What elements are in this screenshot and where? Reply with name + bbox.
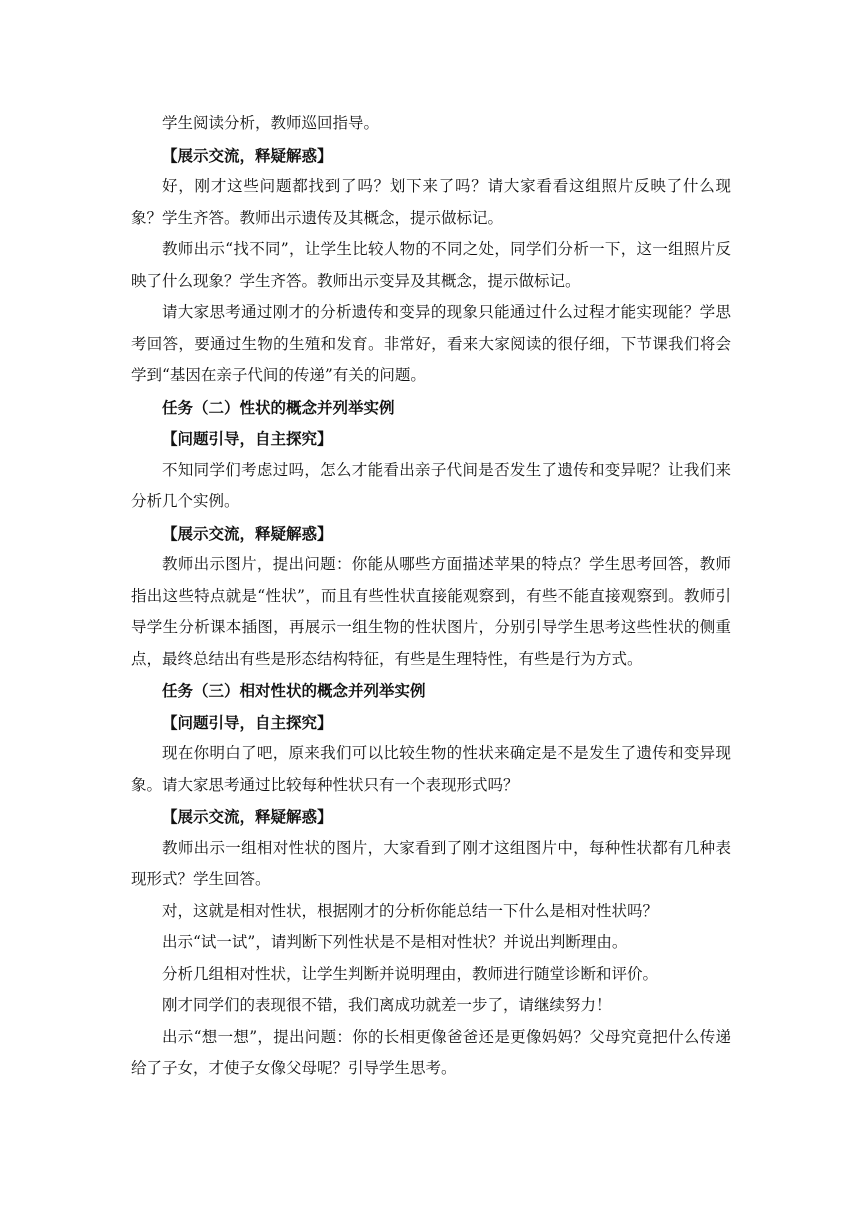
section-heading: 【展示交流，释疑解惑】 bbox=[162, 523, 333, 543]
paragraph: 请大家思考通过刚才的分析遗传和变异的现象只能通过什么过程才能实现能？学思考回答，要通过生物的生殖和发育。非常好，看来大家阅读的很仔细，下节课我们将会学到“基因在亲子代间的传递”有关的问题。 bbox=[131, 303, 731, 384]
paragraph: 学生阅读分析，教师巡回指导。 bbox=[162, 114, 380, 132]
task-heading: 任务（三）相对性状的概念并列举实例 bbox=[162, 681, 426, 700]
paragraph: 不知同学们考虑过吗，怎么才能看出亲子代间是否发生了遗传和变异呢？让我们来分析几个实例。 bbox=[131, 460, 731, 510]
paragraph: 教师出示一组相对性状的图片，大家看到了刚才这组图片中，每种性状都有几种表现形式？学生回答。 bbox=[131, 838, 731, 888]
document-body bbox=[131, 108, 731, 1085]
paragraph: 好，刚才这些问题都找到了吗？划下来了吗？请大家看看这组照片反映了什么现象？学生齐答。教师出示遗传及其概念，提示做标记。 bbox=[131, 177, 731, 227]
paragraph: 教师出示图片，提出问题：你能从哪些方面描述苹果的特点？学生思考回答，教师指出这些特点就是“性状”，而且有些性状直接能观察到，有些不能直接观察到。教师引导学生分析课本插图，再展示一组生物的性状图片，分别引导学生思考这些性状的侧重点，最终总结出有些是形态结构特征，有些是生理特性，有些是行为方式。 bbox=[131, 555, 731, 668]
paragraph: 教师出示“找不同”，让学生比较人物的不同之处，同学们分析一下，这一组照片反映了什么现象？学生齐答。教师出示变异及其概念，提示做标记。 bbox=[131, 240, 731, 290]
section-heading: 【展示交流，释疑解惑】 bbox=[162, 807, 333, 826]
section-heading: 【问题引导，自主探究】 bbox=[162, 712, 333, 732]
paragraph: 分析几组相对性状，让学生判断并说明理由，教师进行随堂诊断和评价。 bbox=[162, 964, 659, 983]
paragraph: 出示“试一试”，请判断下列性状是不是相对性状？并说出判断理由。 bbox=[162, 933, 628, 951]
paragraph: 刚才同学们的表现很不错，我们离成功就差一步了，请继续努力！ bbox=[162, 996, 612, 1014]
section-heading: 【问题引导，自主探究】 bbox=[162, 429, 333, 448]
section-heading: 【展示交流，释疑解惑】 bbox=[162, 145, 333, 165]
paragraph: 对，这就是相对性状，根据刚才的分析你能总结一下什么是相对性状吗？ bbox=[162, 901, 659, 920]
task-heading: 任务（二）性状的概念并列举实例 bbox=[162, 397, 395, 417]
paragraph: 出示“想一想”，提出问题：你的长相更像爸爸还是更像妈妈？父母究竟把什么传递给了子女，才使子女像父母呢？引导学生思考。 bbox=[131, 1027, 731, 1077]
paragraph: 现在你明白了吧，原来我们可以比较生物的性状来确定是不是发生了遗传和变异现象。请大家思考通过比较每种性状只有一个表现形式吗？ bbox=[131, 744, 731, 794]
